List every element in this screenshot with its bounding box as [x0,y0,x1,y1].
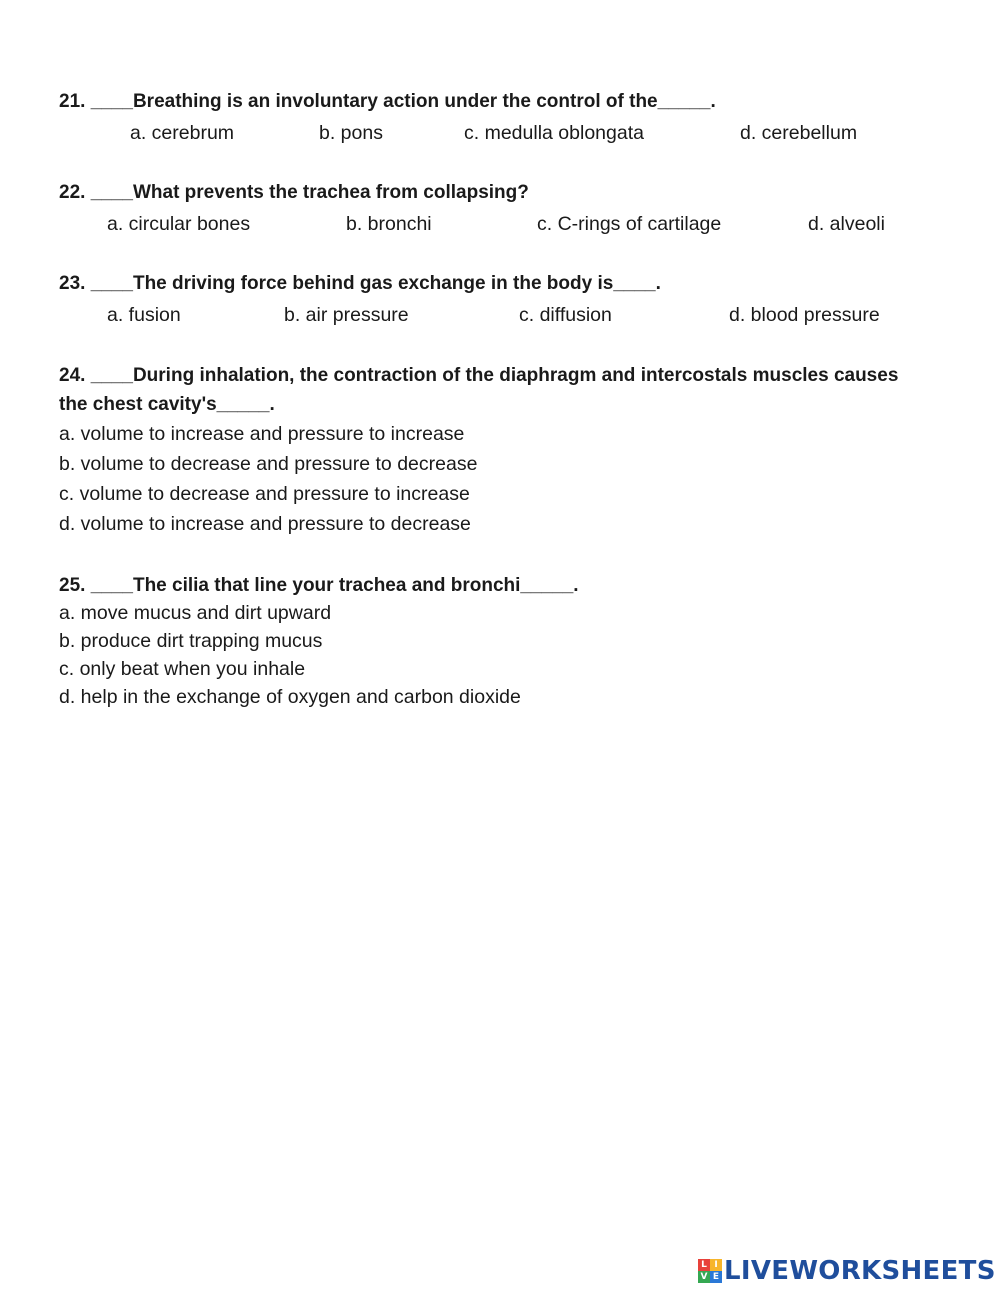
question-22-option-c[interactable]: c. C-rings of cartilage [537,213,722,235]
question-25-option-d[interactable]: d. help in the exchange of oxygen and carbon dioxide [59,686,521,708]
question-23-option-d[interactable]: d. blood pressure [729,304,880,326]
liveworksheets-logo-icon [698,1259,722,1283]
logo-icon-tile-e: E [710,1271,722,1283]
question-23-option-a[interactable]: a. fusion [107,304,181,326]
question-22-option-d[interactable]: d. alveoli [808,213,885,235]
question-25-option-c[interactable]: c. only beat when you inhale [59,658,306,680]
question-23-stem: 23. ____The driving force behind gas exchange in the body is____. [59,273,661,294]
logo-icon-tile-i: I [710,1259,722,1271]
question-22-stem: 22. ____What prevents the trachea from collapsing? [59,182,529,203]
question-21-option-a[interactable]: a. cerebrum [130,122,235,144]
question-25-stem: 25. ____The cilia that line your trachea and bronchi_____. [59,575,579,596]
question-25-option-a[interactable]: a. move mucus and dirt upward [59,602,332,624]
question-22-option-a[interactable]: a. circular bones [107,213,251,235]
question-24-option-c[interactable]: c. volume to decrease and pressure to increase [59,483,470,505]
question-24-stem-line1: 24. ____During inhalation, the contraction of the diaphragm and intercostals muscles causes [59,365,899,386]
logo-icon-tile-l: L [698,1259,710,1271]
question-23-option-c[interactable]: c. diffusion [519,304,612,326]
question-22-option-b[interactable]: b. bronchi [346,213,432,235]
question-24-option-a[interactable]: a. volume to increase and pressure to increase [59,423,465,445]
question-24-option-d[interactable]: d. volume to increase and pressure to decrease [59,513,471,535]
question-23-option-b[interactable]: b. air pressure [284,304,409,326]
question-24-option-b[interactable]: b. volume to decrease and pressure to decrease [59,453,478,475]
liveworksheets-logo-text: LIVEWORKSHEETS [724,1256,996,1286]
question-21-option-d[interactable]: d. cerebellum [740,122,858,144]
question-21-stem: 21. ____Breathing is an involuntary action under the control of the_____. [59,91,716,112]
question-25-option-b[interactable]: b. produce dirt trapping mucus [59,630,323,652]
logo-icon-tile-v: V [698,1271,710,1283]
question-21-option-b[interactable]: b. pons [319,122,383,144]
question-21-option-c[interactable]: c. medulla oblongata [464,122,644,144]
liveworksheets-logo [698,1256,996,1286]
question-24-stem-line2: the chest cavity's_____. [59,394,275,415]
